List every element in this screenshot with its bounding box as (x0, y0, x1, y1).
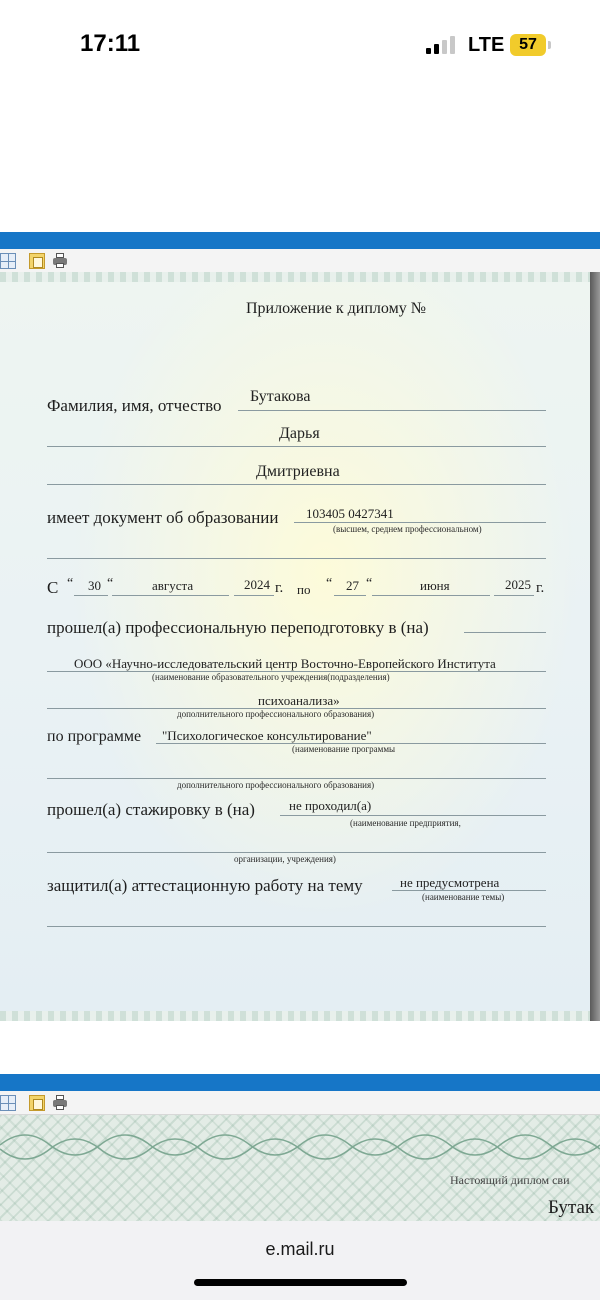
page-icon[interactable] (29, 1095, 45, 1111)
org-hint: (наименование образовательного учреждения(подразделения) (152, 672, 390, 682)
page-2-surname-fragment: Бутак (548, 1197, 595, 1218)
from-year-suffix: г. (275, 580, 284, 596)
org-name-line-1: ООО «Научно-исследовательский центр Восточно-Европейского Института (74, 656, 496, 671)
to-label: по (297, 582, 311, 597)
internship-hint-2: организации, учреждения) (234, 854, 336, 864)
browser-address-bar[interactable] (0, 1221, 600, 1300)
guilloche-ornament (0, 1125, 600, 1165)
internship-value: не проходил(а) (289, 798, 372, 813)
status-time: 17:11 (80, 30, 141, 57)
from-day: 30 (88, 578, 101, 593)
viewer-toolbar (0, 249, 600, 273)
url-text[interactable]: e.mail.ru (265, 1239, 335, 1259)
page-title: Приложение к диплому № (246, 300, 426, 317)
status-bar (0, 0, 600, 90)
from-year-underline (234, 595, 274, 596)
program-label: по программе (47, 728, 142, 745)
to-year: 2025 (505, 577, 531, 592)
viewer-header-bar-2 (0, 1074, 600, 1091)
print-icon[interactable] (52, 1095, 68, 1111)
retraining-underline (464, 632, 546, 633)
retraining-label: прошел(а) профессиональную переподготовку в (на) (47, 618, 429, 637)
patronymic-value: Дмитриевна (256, 463, 340, 480)
to-year-underline (494, 595, 534, 596)
from-label: С (47, 578, 59, 597)
internship-label: прошел(а) стажировку в (на) (47, 800, 255, 819)
battery-icon: 57 (510, 34, 546, 56)
battery-tip (548, 41, 551, 49)
page-edge-shadow (590, 272, 600, 1021)
grid-icon[interactable] (0, 253, 16, 269)
diploma-appendix-page (0, 272, 590, 1021)
page-icon[interactable] (29, 253, 45, 269)
edu-doc-label: имеет документ об образовании (47, 508, 279, 527)
edu-doc-number: 103405 0427341 (306, 506, 394, 521)
internship-hint: (наименование предприятия, (350, 818, 461, 828)
page-2-text-fragment: Настоящий диплом сви (450, 1173, 570, 1187)
edu-doc-underline (294, 522, 546, 523)
from-quote-open: “ (67, 576, 74, 591)
viewer-header-bar (0, 232, 600, 249)
surname-underline (238, 410, 546, 411)
first-name-underline (47, 446, 546, 447)
from-day-underline (74, 595, 108, 596)
diploma-page-2-preview (0, 1115, 600, 1221)
to-month-underline (372, 595, 490, 596)
internship-underline-2 (47, 852, 546, 853)
org-hint-2: дополнительного профессионального образования) (177, 709, 375, 719)
org-name-line-2: психоанализа» (258, 693, 340, 708)
to-quote-open: “ (326, 576, 333, 591)
print-icon[interactable] (52, 253, 68, 269)
program-hint-2: дополнительного профессионального образования) (177, 780, 375, 790)
grid-icon[interactable] (0, 1095, 16, 1111)
patronymic-underline (47, 484, 546, 485)
from-year: 2024 (244, 577, 270, 592)
name-label: Фамилия, имя, отчество (47, 396, 222, 415)
first-name-value: Дарья (279, 425, 320, 442)
to-day-underline (334, 595, 366, 596)
program-hint: (наименование программы (292, 744, 396, 754)
internship-underline (280, 815, 546, 816)
from-quote-close: “ (107, 576, 114, 591)
surname-value: Бутакова (250, 388, 311, 405)
from-month-underline (112, 595, 229, 596)
signal-icon (426, 36, 458, 54)
from-month: августа (152, 578, 194, 593)
page-ornament-bottom (0, 1011, 590, 1021)
thesis-value: не предусмотрена (400, 875, 500, 890)
thesis-label: защитил(а) аттестационную работу на тему (47, 876, 363, 895)
to-year-suffix: г. (536, 580, 545, 596)
to-day: 27 (346, 578, 359, 593)
program-name: "Психологическое консультирование" (162, 728, 372, 743)
thesis-underline-2 (47, 926, 546, 927)
thesis-underline (392, 890, 546, 891)
viewer-toolbar-2 (0, 1091, 600, 1115)
page-ornament-top (0, 272, 590, 282)
to-month: июня (420, 578, 450, 593)
home-indicator[interactable] (194, 1279, 407, 1286)
to-quote-close: “ (366, 576, 373, 591)
program-underline-2 (47, 778, 546, 779)
thesis-hint: (наименование темы) (422, 892, 505, 902)
edu-doc-underline-2 (47, 558, 546, 559)
edu-doc-hint: (высшем, среднем профессиональном) (333, 524, 482, 534)
network-type: LTE (468, 34, 505, 56)
